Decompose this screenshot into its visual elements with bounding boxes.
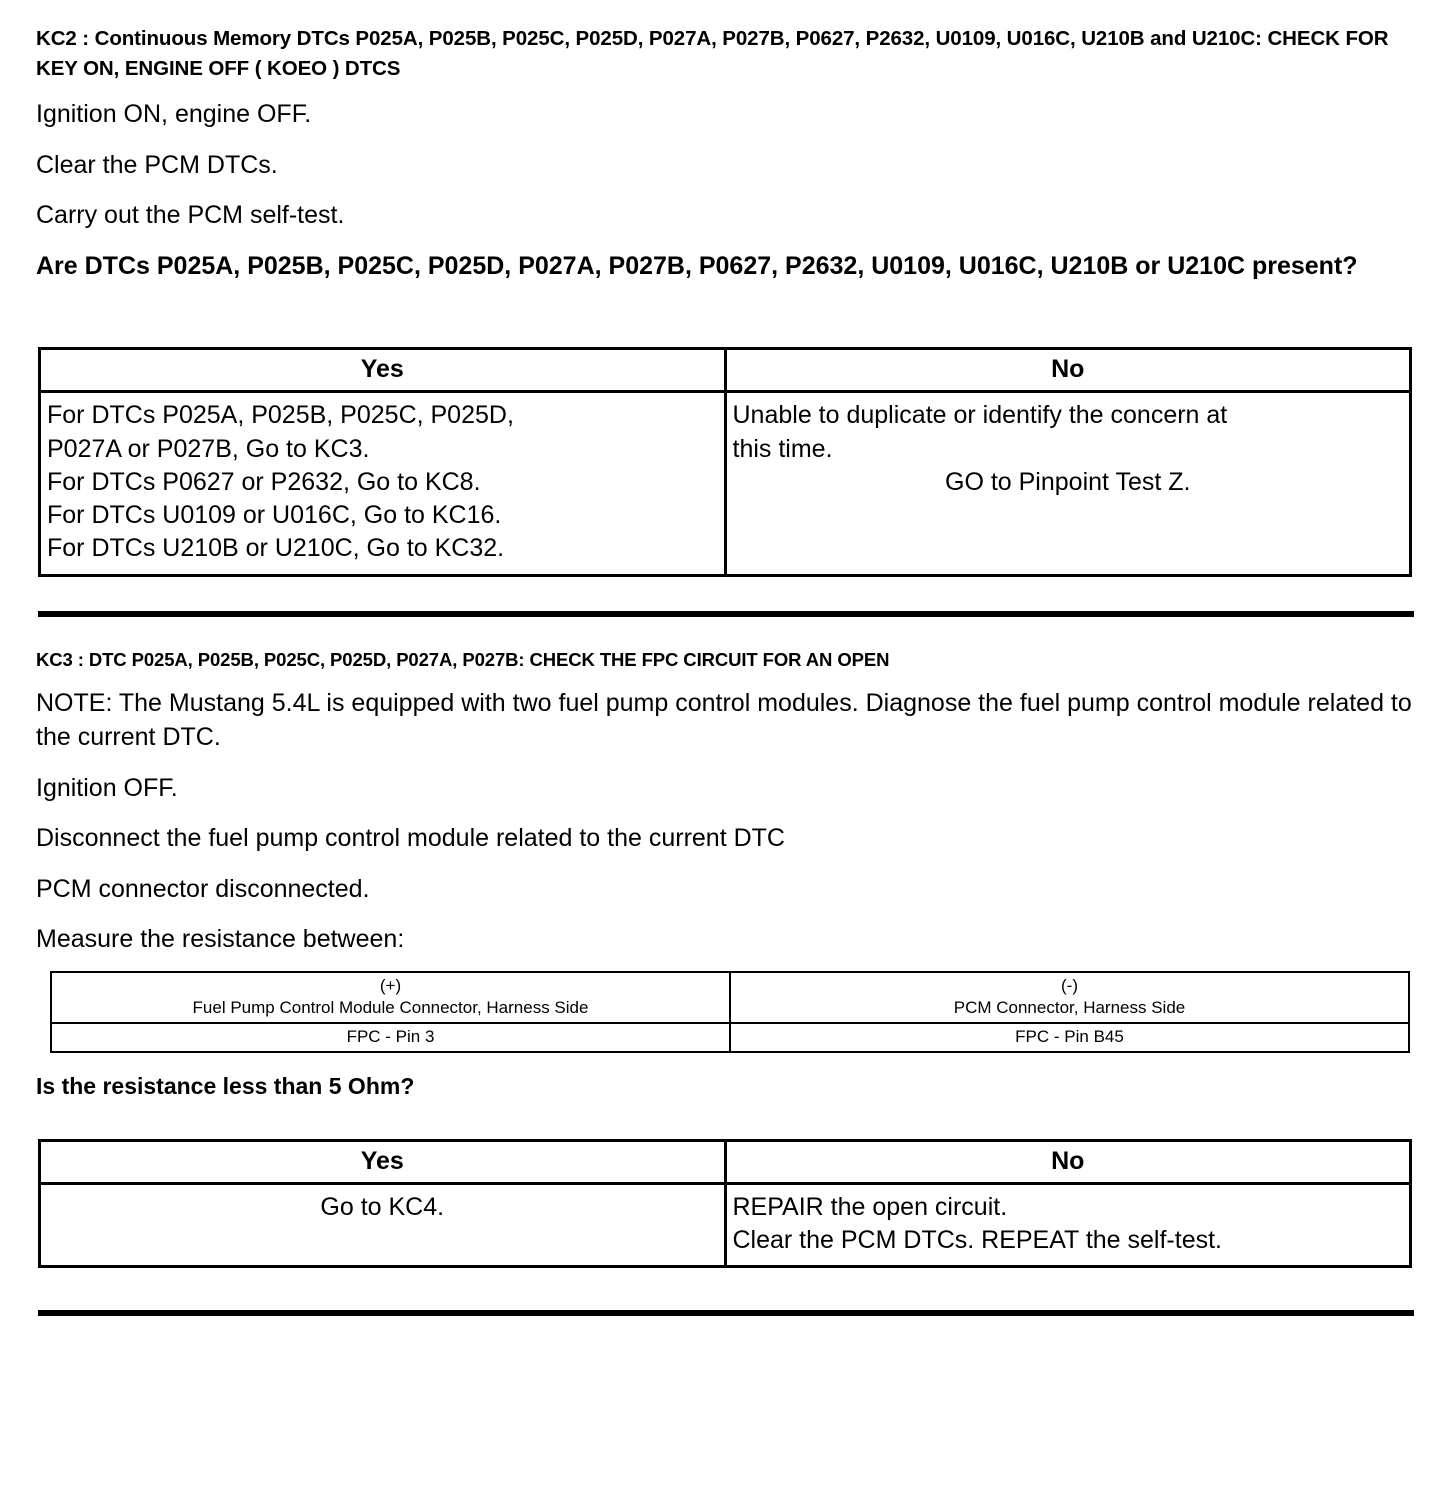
kc2-no-line-1: Unable to duplicate or identify the concern at	[732, 401, 1228, 430]
kc3-meas-header-positive	[51, 972, 730, 1023]
kc3-no-line-1: REPAIR the open circuit.	[732, 1192, 1008, 1221]
kc2-question: Are DTCs P025A, P025B, P025C, P025D, P027A, P027B, P0627, P2632, U0109, U016C, U210B or U210C present?	[36, 251, 1358, 280]
kc3-cell-no	[725, 1183, 1411, 1267]
kc2-yes-line-5: For DTCs U210B or U210C, Go to KC32.	[47, 534, 505, 563]
kc3-cell-yes	[40, 1183, 726, 1267]
kc2-heading: KC2 : Continuous Memory DTCs P025A, P025B, P025C, P025D, P027A, P027B, P0627, P2632, U0109, U016C, U210B and U210C: CHECK FOR KEY ON, ENGINE OFF ( KOEO ) DTCS	[36, 27, 1389, 80]
kc3-note: NOTE: The Mustang 5.4L is equipped with two fuel pump control modules. Diagnose the fuel pump control module related to the current DTC.	[36, 688, 1412, 751]
table-header-row	[40, 1140, 1411, 1183]
kc2-step-2: Clear the PCM DTCs.	[36, 150, 278, 179]
kc3-measurement-table	[50, 971, 1410, 1053]
kc3-step-1: Ignition OFF.	[36, 773, 178, 802]
kc3-meas-label-positive: Fuel Pump Control Module Connector, Harness Side	[192, 997, 589, 1017]
table-row	[51, 1023, 1409, 1052]
kc3-meas-label-negative: PCM Connector, Harness Side	[953, 997, 1186, 1017]
kc2-yes-line-1: For DTCs P025A, P025B, P025C, P025D,	[47, 401, 514, 430]
kc2-spacer	[36, 293, 1420, 347]
table-header-row	[51, 972, 1409, 1023]
kc3-step-3: PCM connector disconnected.	[36, 874, 370, 903]
table-row	[40, 1183, 1411, 1267]
kc3-spacer-1	[36, 1053, 1420, 1067]
kc3-header-no: No	[725, 1140, 1411, 1183]
kc3-yes-goto-line: Go to KC4.	[320, 1192, 445, 1221]
kc3-question: Is the resistance less than 5 Ohm?	[36, 1072, 415, 1099]
kc3-step-2: Disconnect the fuel pump control module related to the current DTC	[36, 824, 785, 852]
kc2-cell-no	[725, 392, 1411, 575]
section-divider-2	[38, 1310, 1414, 1316]
kc3-heading: KC3 : DTC P025A, P025B, P025C, P025D, P027A, P027B: CHECK THE FPC CIRCUIT FOR AN OPEN	[36, 648, 890, 670]
kc2-header-yes: Yes	[40, 349, 726, 392]
kc2-yes-line-4: For DTCs U0109 or U016C, Go to KC16.	[47, 501, 502, 530]
kc2-yes-line-2: P027A or P027B, Go to KC3.	[47, 434, 370, 463]
kc3-meas-sign-negative: (-)	[1061, 975, 1078, 995]
kc3-meas-header-negative	[730, 972, 1409, 1023]
kc2-step-3: Carry out the PCM self-test.	[36, 201, 345, 230]
kc3-no-line-2: Clear the PCM DTCs. REPEAT the self-test.	[732, 1225, 1222, 1254]
kc2-yes-line-3: For DTCs P0627 or P2632, Go to KC8.	[47, 467, 481, 496]
kc3-decision-table	[38, 1139, 1412, 1269]
section-kc2	[36, 24, 1420, 617]
kc2-no-goto-line: GO to Pinpoint Test Z.	[945, 467, 1191, 496]
kc3-step-4: Measure the resistance between:	[36, 925, 405, 953]
section-divider-1	[38, 611, 1414, 617]
kc2-header-no: No	[725, 349, 1411, 392]
table-row	[40, 392, 1411, 575]
kc2-step-1: Ignition ON, engine OFF.	[36, 100, 312, 129]
kc2-cell-yes	[40, 392, 726, 575]
kc3-meas-value-positive: FPC - Pin 3	[51, 1023, 730, 1052]
table-header-row	[40, 349, 1411, 392]
kc2-no-line-2: this time.	[732, 434, 833, 463]
kc3-meas-sign-positive: (+)	[379, 975, 402, 995]
section-kc3	[36, 647, 1420, 1316]
kc3-spacer-2	[36, 1113, 1420, 1139]
kc2-decision-table	[38, 347, 1412, 576]
kc3-header-yes: Yes	[40, 1140, 726, 1183]
kc3-meas-value-negative: FPC - Pin B45	[730, 1023, 1409, 1052]
